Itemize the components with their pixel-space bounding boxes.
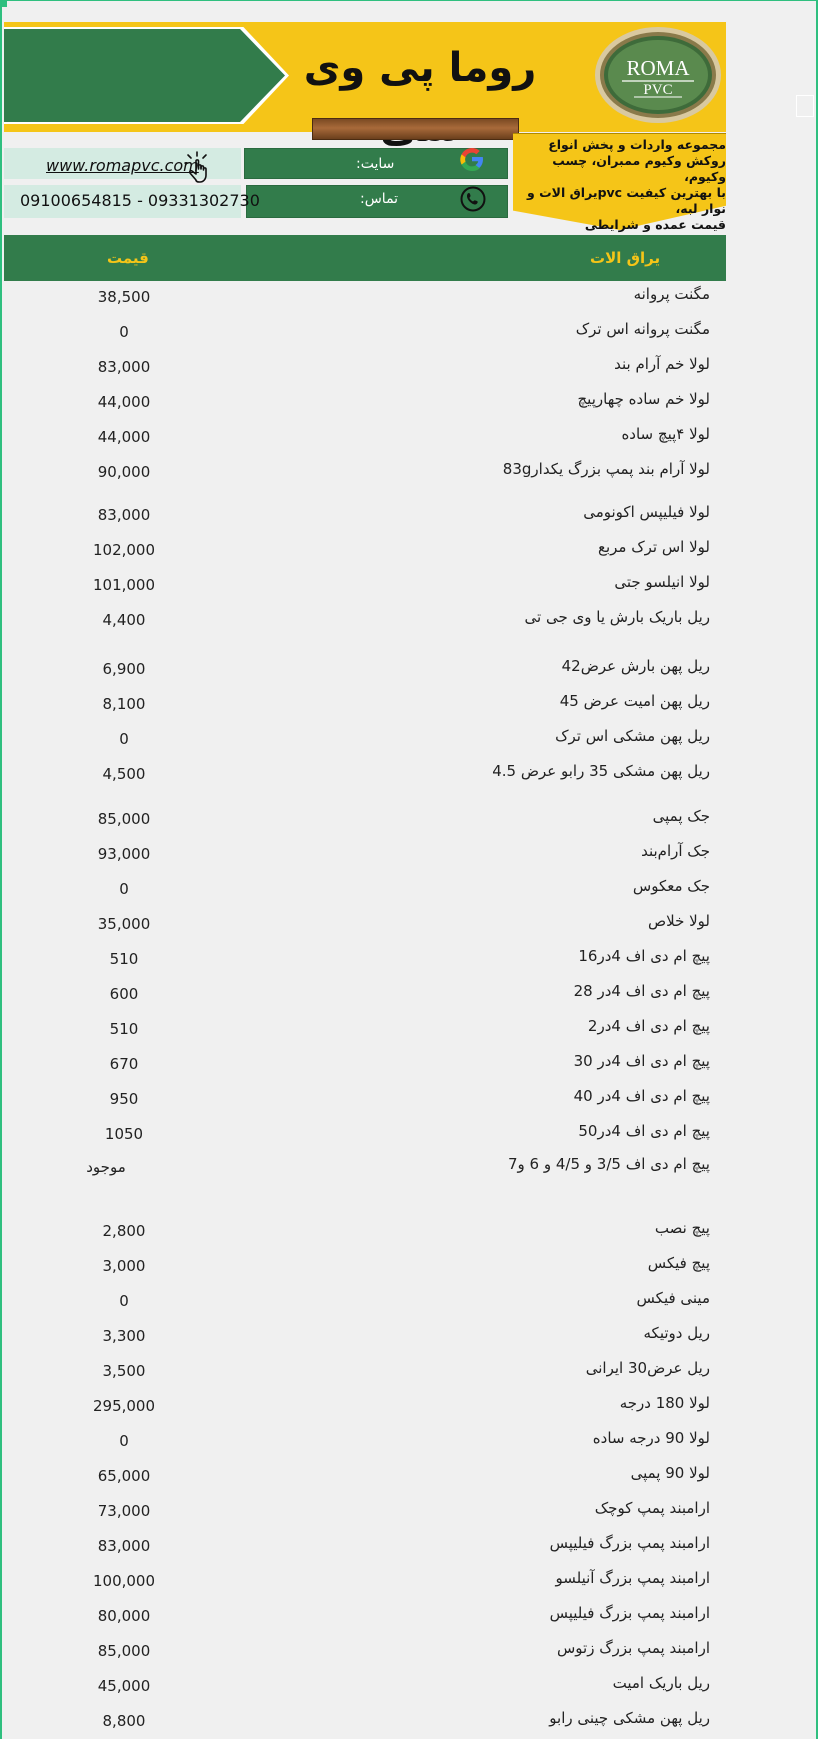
table-row-price: 80,000 — [97, 1607, 151, 1625]
table-row-item-name: پیچ فیکس — [647, 1254, 710, 1272]
table-row-item-name: لولا اس ترک مربع — [597, 538, 710, 556]
table-row-price: 2,800 — [102, 1222, 146, 1240]
table-row-item-name: ارامبند پمپ بزرگ آنیلسو — [555, 1569, 710, 1587]
table-row-price: 510 — [109, 950, 139, 968]
table-row-item-name: ریل پهن بارش عرض42 — [561, 657, 710, 675]
table-row-price: 295,000 — [92, 1397, 156, 1415]
table-row-item-name: مگنت پروانه اس ترک — [575, 320, 710, 338]
table-row-price: 950 — [109, 1090, 139, 1108]
table-row-price: 90,000 — [97, 463, 151, 481]
table-row-item-name: پیچ ام دی اف 4در16 — [578, 947, 710, 965]
table-row-price: 83,000 — [97, 358, 151, 376]
column-header-price: قیمت — [107, 249, 149, 267]
info-text: مجموعه واردات و پخش انواع روکش وکیوم ممبران، چسب وکیوم، با بهترین کیفیت pvcیراق الات و نوار لبه، قیمت عمده و شرایطی — [527, 137, 726, 232]
table-row-price: 0 — [119, 323, 129, 341]
table-row-item-name: لولا 90 درجه ساده — [592, 1429, 710, 1447]
logo-text-bottom: PVC — [643, 82, 673, 98]
table-row-price: 3,300 — [102, 1327, 146, 1345]
table-row-item-name: لولا فیلیپس اکونومی — [583, 503, 710, 521]
table-row-item-name: پیچ ام دی اف 3/5 و 4/5 و 6 و7 — [507, 1155, 710, 1173]
table-row-price: 93,000 — [97, 845, 151, 863]
table-row-item-name: ریل پهن امیت عرض 45 — [559, 692, 710, 710]
table-row-price: 8,100 — [102, 695, 146, 713]
table-row-item-name: پیچ ام دی اف 4در 28 — [573, 982, 710, 1000]
table-row-item-name: مگنت پروانه — [633, 285, 710, 303]
table-row-price: 510 — [109, 1020, 139, 1038]
table-row-item-name: لولا 180 درجه — [619, 1394, 710, 1412]
table-row-price: 38,500 — [97, 288, 151, 306]
table-row-item-name: لولا خم آرام بند — [614, 355, 710, 373]
table-row-item-name: پیچ ام دی اف 4در50 — [578, 1122, 710, 1140]
table-row-item-name: ارامبند پمپ بزرگ فیلیپس — [549, 1604, 710, 1622]
site-label: سایت: — [356, 156, 395, 172]
phone-label: تماس: — [360, 191, 399, 207]
table-row-item-name: پیچ ام دی اف 4در 30 — [573, 1052, 710, 1070]
table-row-item-name: لولا خلاص — [648, 912, 710, 930]
table-row-item-name: ارامبند پمپ بزرگ زتوس — [556, 1639, 710, 1657]
table-row-item-name: لولا آرام بند پمپ بزرگ یکدار83g — [502, 460, 710, 478]
table-row-price: 83,000 — [97, 1537, 151, 1555]
table-row-price: 4,400 — [102, 611, 146, 629]
table-row-item-name: پیچ نصب — [654, 1219, 710, 1237]
logo-text-top: ROMA — [626, 56, 690, 80]
table-row-item-name: جک معکوس — [632, 877, 710, 895]
table-row-price: 85,000 — [97, 1642, 151, 1660]
table-row-item-name: لولا خم ساده چهارپیچ — [577, 390, 710, 408]
table-row-item-name: لولا ۴پیچ ساده — [621, 425, 710, 443]
table-row-item-name: ریل عرض30 ایرانی — [585, 1359, 710, 1377]
table-row-price: 3,000 — [102, 1257, 146, 1275]
table-row-item-name: ارامبند پمپ کوچک — [594, 1499, 710, 1517]
table-row-price: 0 — [119, 880, 129, 898]
table-row-price: 3,500 — [102, 1362, 146, 1380]
phone-numbers: 09100654815 - 09331302730 — [20, 191, 260, 210]
table-row-item-name: ریل باریک امیت — [612, 1674, 710, 1692]
table-row-price: 1050 — [104, 1125, 144, 1143]
table-row-price: 101,000 — [92, 576, 156, 594]
table-row-item-name: پیچ ام دی اف 4در2 — [587, 1017, 710, 1035]
table-row-price: 4,500 — [102, 765, 146, 783]
table-row-price: 8,800 — [102, 1712, 146, 1730]
table-row-item-name: ریل پهن مشکی چینی رابو — [549, 1709, 710, 1727]
table-row-item-name: ریل باریک بارش یا وی جی تی — [524, 608, 710, 626]
table-row-item-name: لولا انیلسو جتی — [614, 573, 710, 591]
table-row-price: 44,000 — [97, 428, 151, 446]
table-row-price: 44,000 — [97, 393, 151, 411]
table-row-price: 45,000 — [97, 1677, 151, 1695]
table-row-item-name: پیچ ام دی اف 4در 40 — [573, 1087, 710, 1105]
column-header-item: یراق الات — [590, 249, 661, 267]
table-row-price: 83,000 — [97, 506, 151, 524]
table-row-item-name: لولا 90 پمپی — [630, 1464, 710, 1482]
table-row-price: 35,000 — [97, 915, 151, 933]
table-row-price: 600 — [109, 985, 139, 1003]
table-row-price: 102,000 — [92, 541, 156, 559]
table-row-price: 0 — [119, 730, 129, 748]
table-row-price: 73,000 — [97, 1502, 151, 1520]
table-row-price: 0 — [119, 1432, 129, 1450]
table-row-item-name: جک آرام‌بند — [641, 842, 710, 860]
table-row-price: 0 — [119, 1292, 129, 1310]
site-url-link[interactable]: www.romapvc.com — [46, 156, 199, 175]
table-row-price: موجود — [86, 1158, 126, 1176]
table-row-item-name: ریل پهن مشکی اس ترک — [555, 727, 710, 745]
table-row-item-name: ریل دوتیکه — [643, 1324, 710, 1342]
table-row-price: 100,000 — [92, 1572, 156, 1590]
table-row-item-name: مینی فیکس — [636, 1289, 710, 1307]
table-row-price: 85,000 — [97, 810, 151, 828]
table-row-price: 670 — [109, 1055, 139, 1073]
table-row-item-name: جک پمپی — [652, 807, 710, 825]
table-row-price: 6,900 — [102, 660, 146, 678]
table-row-item-name: ریل پهن مشکی 35 رابو عرض 4.5 — [492, 762, 710, 780]
brand-title: روما پی وی — [303, 45, 537, 91]
table-row-item-name: ارامبند پمپ بزرگ فیلیپس — [549, 1534, 710, 1552]
table-row-price: 65,000 — [97, 1467, 151, 1485]
